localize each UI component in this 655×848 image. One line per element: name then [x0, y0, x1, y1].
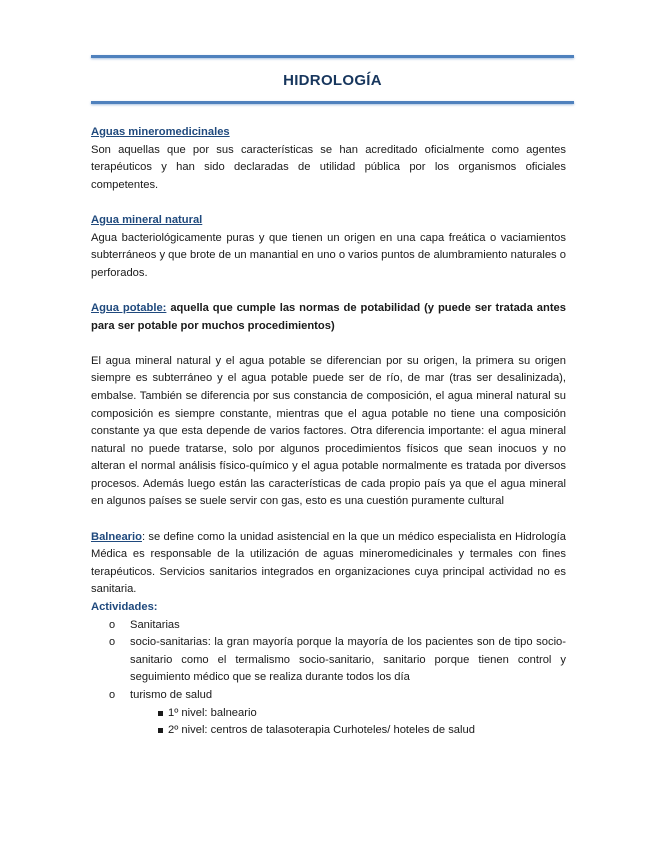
sublist-item-text: 1º nivel: balneario: [168, 706, 257, 719]
heading-agua-potable: Agua potable:: [91, 301, 167, 314]
agua-potable-definition: aquella que cumple las normas de potabilidad (y puede ser tratada antes para ser potable por muchos procedimientos): [91, 301, 566, 332]
sublist-item: [130, 722, 566, 740]
sublist-item: [130, 705, 566, 723]
paragraph-balneario: [91, 529, 566, 599]
balneario-definition: : se define como la unidad asistencial en la que un médico especialista en Hidrología Médica es responsable de la utilización de aguas mineromedicinales y termales con fines terapéuticos. Servicios sanitarios integrados en organizaciones cuya principal actividad no es sanitaria.: [91, 530, 566, 596]
heading-balneario: Balneario: [91, 530, 142, 543]
paragraph-agua-mineral-natural: Agua bacteriológicamente puras y que tienen un origen en una capa freática o vaciamientos subterráneos y que brote de un manantial en uno o varios puntos de alumbramiento naturales o perforados.: [91, 231, 566, 279]
paragraph-aguas-mineromedicinales: Son aquellas que por sus características se han acreditado oficialmente como agentes terapéuticos y han sido declaradas de utilidad pública por los organismos oficiales competentes.: [91, 143, 566, 191]
heading-aguas-mineromedicinales: Aguas mineromedicinales: [91, 126, 230, 138]
circle-bullet-icon: o: [109, 689, 116, 701]
list-item-text: Sanitarias: [130, 618, 180, 631]
heading-agua-mineral-natural: Agua mineral natural: [91, 213, 203, 226]
heading-actividades: Actividades:: [91, 601, 158, 614]
sublist-item-text: 2º nivel: centros de talasoterapia Curhoteles/ hoteles de salud: [168, 724, 475, 737]
title-rule-bottom: [91, 101, 574, 104]
list-item: [91, 634, 566, 687]
page-title: HIDROLOGÍA: [283, 72, 382, 89]
paragraph-agua-potable: [91, 300, 566, 335]
turismo-sublist: [130, 705, 566, 740]
circle-bullet-icon: o: [109, 618, 116, 631]
list-item: [91, 687, 566, 740]
document-body: [91, 124, 566, 740]
list-item: [91, 617, 566, 635]
list-item-text: socio-sanitarias: la gran mayoría porque la mayoría de los pacientes son de tipo socio-sanitario como el termalismo socio-sanitario, sanitario porque tienen control y seguimiento médico que se realiza durante todos los día: [130, 636, 566, 684]
title-rule-top: [91, 55, 574, 58]
actividades-list: [91, 617, 566, 740]
circle-bullet-icon: o: [109, 636, 116, 649]
list-item-text: turismo de salud: [130, 689, 213, 701]
paragraph-diferencias: El agua mineral natural y el agua potable se diferencian por su origen, la primera su origen siempre es subterráneo y el agua potable puede ser de río, de mar (tras ser desalinizada), embalse. También se diferencia por sus constancia de composición, el agua mineral natural su composición es siempre constante, mientras que el agua potable no tiene una composición constante ya que esta depende de varios factores. Otra diferencia importante: el agua mineral natural no puede tratarse, solo por algunos procedimientos físicos que sean inocuos y no alteran el normal análisis físico-químico y el agua potable normalmente es tratada por diversos procesos. Además luego están las características de cada propio país ya que el agua mineral en algunos países se suele servir con gas, esto es una cuestión puramente cultural: [91, 354, 566, 508]
square-bullet-icon: [158, 711, 163, 716]
square-bullet-icon: [158, 728, 163, 733]
